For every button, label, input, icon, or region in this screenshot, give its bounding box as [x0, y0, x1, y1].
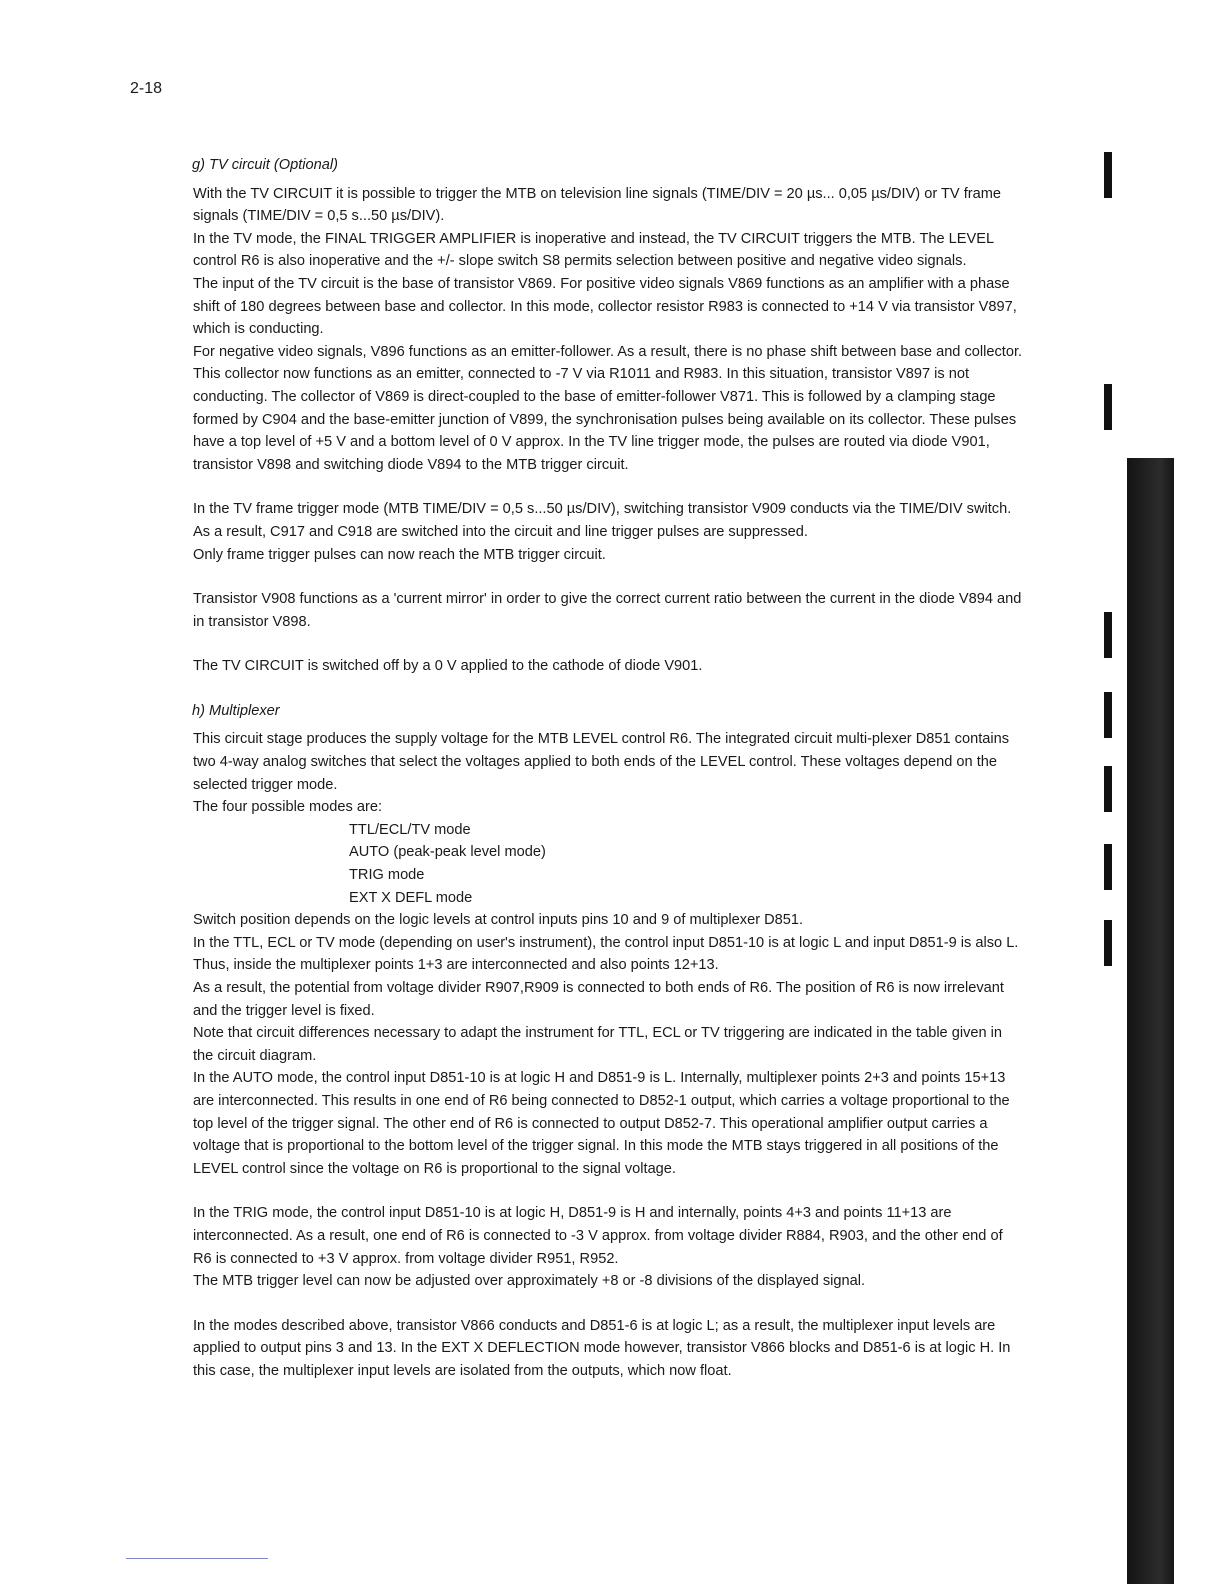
mode-list: [349, 819, 1023, 909]
paragraph: For negative video signals, V896 functions as an emitter-follower. As a result, there is no phase shift between base and collector. This collector now functions as an emitter, connected to -7 V via R1011 and R983. In this situation, transistor V897 is not conducting. The collector of V869 is direct-coupled to the base of emitter-follower V871. This is followed by a clamping stage formed by C904 and the base-emitter junction of V899, the synchronisation pulses being available on its collector. These pulses have a top level of +5 V and a bottom level of 0 V approx. In the TV line trigger mode, the pulses are routed via diode V901, transistor V898 and switching diode V894 to the MTB trigger circuit.: [193, 343, 1023, 473]
binding-mark: [1104, 766, 1112, 812]
section-g-title: g) TV circuit (Optional): [192, 157, 338, 173]
paragraph: This circuit stage produces the supply voltage for the MTB LEVEL control R6. The integrated circuit multi-plexer D851 contains two 4-way analog switches that select the voltages applied to both ends of the LEVEL control. These voltages depend on the selected trigger mode.: [193, 731, 1010, 793]
binding-mark: [1104, 612, 1112, 658]
paragraph: The MTB trigger level can now be adjusted over approximately +8 or -8 divisions of the displayed signal.: [193, 1273, 866, 1290]
binding-mark: [1104, 920, 1112, 966]
binding-mark: [1104, 692, 1112, 738]
paragraph: In the TTL, ECL or TV mode (depending on user's instrument), the control input D851-10 is at logic L and input D851-9 is also L. Thus, inside the multiplexer points 1+3 are interconnected and also points 12+13.: [193, 934, 1019, 974]
paragraph: The TV CIRCUIT is switched off by a 0 V applied to the cathode of diode V901.: [193, 658, 703, 675]
paragraph: As a result, the potential from voltage divider R907,R909 is connected to both ends of R6. The position of R6 is now irrelevant and the trigger level is fixed.: [193, 980, 1004, 1019]
binding-mark: [1104, 152, 1112, 198]
mode-item: AUTO (peak-peak level mode): [349, 844, 546, 861]
paragraph: The input of the TV circuit is the base of transistor V869. For positive video signals V869 functions as an amplifier with a phase shift of 180 degrees between base and collector. In this mode, collector resistor R983 is connected to +14 V via transistor V897, which is conducting.: [193, 275, 1017, 338]
binding-mark: [1104, 384, 1112, 430]
mode-item: TRIG mode: [349, 867, 425, 884]
mode-item: TTL/ECL/TV mode: [349, 821, 471, 838]
footnote-rule: [126, 1558, 268, 1559]
page-edge-shadow: [1127, 458, 1174, 1584]
paragraph: Switch position depends on the logic levels at control inputs pins 10 and 9 of multiplexer D851.: [193, 912, 804, 929]
paragraph: Note that circuit differences necessary to adapt the instrument for TTL, ECL or TV triggering are indicated in the table given in the circuit diagram.: [193, 1025, 1003, 1064]
paragraph: The four possible modes are:: [193, 799, 383, 816]
page-number: 2-18: [130, 80, 163, 97]
paragraph: With the TV CIRCUIT it is possible to trigger the MTB on television line signals (TIME/DIV = 20 µs... 0,05 µs/DIV) or TV frame signals (TIME/DIV = 0,5 s...50 µs/DIV).: [193, 185, 1002, 225]
binding-mark: [1104, 844, 1112, 890]
paragraph: Transistor V908 functions as a 'current mirror' in order to give the correct current ratio between the current in the diode V894 and in transistor V898.: [193, 591, 1022, 630]
paragraph: In the modes described above, transistor V866 conducts and D851-6 is at logic L; as a result, the multiplexer input levels are applied to output pins 3 and 13. In the EXT X DEFLECTION mode however, transistor V866 blocks and D851-6 is at logic H. In this case, the multiplexer input levels are isolated from the outputs, which now float.: [193, 1317, 1011, 1379]
paragraph: In the AUTO mode, the control input D851-10 is at logic H and D851-9 is L. Internally, multiplexer points 2+3 and points 15+13 are interconnected. This results in one end of R6 being connected to D852-1 output, which carries a voltage proportional to the top level of the trigger signal. The other end of R6 is connected to output D852-7. This operational amplifier output carries a voltage that is proportional to the bottom level of the trigger signal. In this mode the MTB stays triggered in all positions of the LEVEL control since the voltage on R6 is proportional to the signal voltage.: [193, 1070, 1010, 1177]
paragraph: Only frame trigger pulses can now reach the MTB trigger circuit.: [193, 546, 606, 563]
paragraph: In the TV mode, the FINAL TRIGGER AMPLIFIER is inoperative and instead, the TV CIRCUIT triggers the MTB. The LEVEL control R6 is also inoperative and the +/- slope switch S8 permits selection between positive and negative video signals.: [193, 230, 994, 270]
section-h-title: h) Multiplexer: [192, 702, 280, 719]
page-body: [193, 154, 1023, 1383]
paragraph: In the TV frame trigger mode (MTB TIME/DIV = 0,5 s...50 µs/DIV), switching transistor V909 conducts via the TIME/DIV switch. As a result, C917 and C918 are switched into the circuit and line trigger pulses are suppressed.: [193, 501, 1012, 540]
mode-item: EXT X DEFL mode: [349, 889, 473, 906]
paragraph: In the TRIG mode, the control input D851-10 is at logic H, D851-9 is H and internally, points 4+3 and points 11+13 are interconnected. As a result, one end of R6 is connected to -3 V approx. from voltage divider R884, R903, and the other end of R6 is connected to +3 V approx. from voltage divider R951, R952.: [193, 1205, 1003, 1267]
